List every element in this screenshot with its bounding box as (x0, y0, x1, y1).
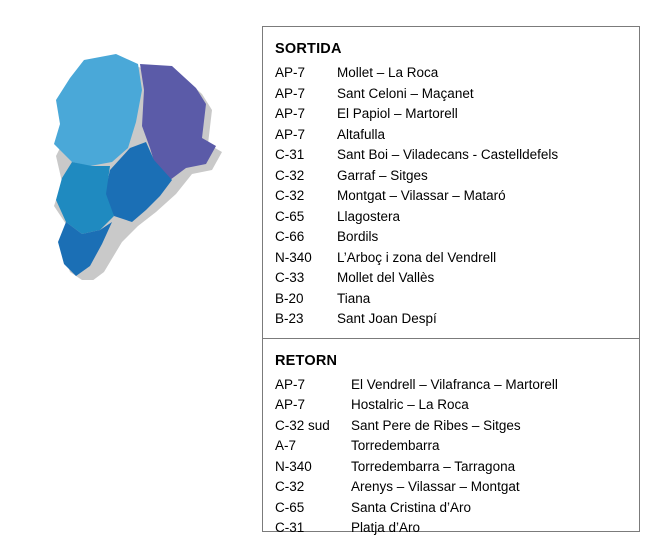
list-item (275, 309, 639, 330)
road-section: Arenys – Vilassar – Montgat (351, 479, 520, 494)
list-item (275, 395, 639, 416)
sortida-section (263, 27, 639, 338)
list-item (275, 457, 639, 478)
road-section: L’Arboç i zona del Vendrell (337, 249, 497, 265)
retorn-title: RETORN (275, 352, 338, 369)
road-section: El Papiol – Martorell (337, 106, 458, 121)
list-item (275, 248, 639, 269)
road-code: A-7 (275, 438, 297, 453)
list-item (275, 104, 639, 125)
road-code: C-31 (275, 147, 305, 162)
road-code: C-31 (275, 520, 305, 535)
catalonia-map (20, 30, 250, 280)
road-code: C-32 (275, 479, 305, 494)
road-code: C-66 (275, 229, 305, 244)
retorn-list (275, 375, 639, 539)
road-code: C-65 (275, 499, 305, 515)
road-section: Llagostera (337, 208, 401, 224)
retorn-section (263, 338, 639, 547)
road-section: Montgat – Vilassar – Mataró (337, 188, 506, 203)
road-section: Sant Joan Despí (337, 311, 437, 326)
road-section: Sant Boi – Viladecans - Castelldefels (337, 147, 559, 162)
road-code: AP-7 (275, 376, 306, 392)
list-item (275, 63, 639, 84)
road-section: Mollet – La Roca (337, 65, 439, 80)
list-item (275, 207, 639, 228)
list-item (275, 375, 639, 396)
road-section: El Vendrell – Vilafranca – Martorell (351, 376, 558, 392)
road-section: Santa Cristina d’Aro (351, 499, 472, 515)
road-code: AP-7 (275, 126, 306, 142)
list-item (275, 498, 639, 519)
road-section: Sant Celoni – Maçanet (337, 85, 474, 101)
list-item (275, 477, 639, 498)
road-code: C-32 sud (275, 417, 330, 433)
list-item (275, 268, 639, 289)
sortida-list (275, 63, 639, 330)
list-item (275, 186, 639, 207)
road-code: C-65 (275, 208, 305, 224)
list-item (275, 289, 639, 310)
road-section: Platja d’Aro (351, 520, 421, 535)
sortida-title: SORTIDA (275, 41, 342, 57)
road-section: Mollet del Vallès (337, 270, 435, 285)
road-code: C-32 (275, 188, 305, 203)
list-item (275, 227, 639, 248)
road-section: Garraf – Sitges (337, 167, 428, 183)
list-item (275, 518, 639, 539)
road-code: AP-7 (275, 85, 306, 101)
road-code: N-340 (275, 249, 312, 265)
road-code: C-32 (275, 167, 305, 183)
road-code: N-340 (275, 458, 312, 474)
road-section: Bordils (337, 229, 379, 244)
list-item (275, 416, 639, 437)
road-section: Tiana (337, 290, 371, 306)
list-item (275, 145, 639, 166)
road-code: B-23 (275, 311, 304, 326)
road-code: AP-7 (275, 65, 306, 80)
road-section: Torredembarra – Tarragona (351, 458, 516, 474)
road-code: AP-7 (275, 397, 306, 412)
road-code: C-33 (275, 270, 305, 285)
road-code: AP-7 (275, 106, 306, 121)
road-code: B-20 (275, 290, 304, 306)
list-item (275, 125, 639, 146)
road-info-panel (262, 26, 640, 535)
list-item (275, 166, 639, 187)
road-section: Altafulla (337, 126, 386, 142)
map-regions (54, 54, 216, 276)
road-section: Sant Pere de Ribes – Sitges (351, 417, 521, 433)
road-section: Hostalric – La Roca (351, 397, 469, 412)
road-section: Torredembarra (351, 438, 440, 453)
list-item (275, 84, 639, 105)
list-item (275, 436, 639, 457)
